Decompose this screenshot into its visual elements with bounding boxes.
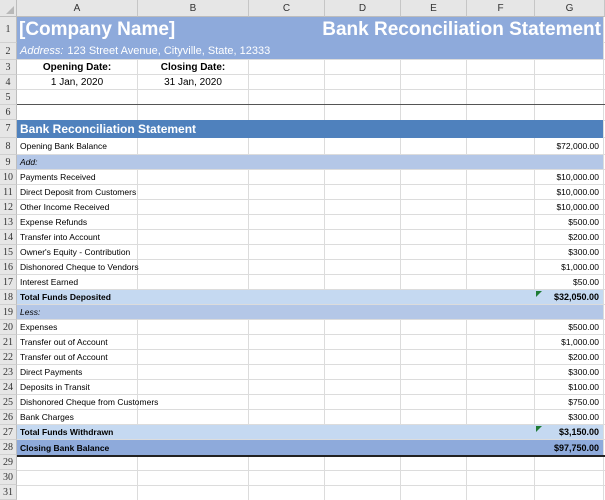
deduction-amount[interactable]: $100.00 <box>568 382 599 392</box>
total-deposited-label[interactable]: Total Funds Deposited <box>20 292 111 302</box>
cell-grid[interactable] <box>17 17 605 500</box>
row-header-13[interactable]: 13 <box>0 215 17 230</box>
opening-balance-amount[interactable]: $72,000.00 <box>556 141 599 151</box>
deduction-label[interactable]: Deposits in Transit <box>20 382 90 392</box>
row-header-17[interactable]: 17 <box>0 275 17 290</box>
addition-amount[interactable]: $10,000.00 <box>556 172 599 182</box>
row-header-24[interactable]: 24 <box>0 380 17 395</box>
column-header-c[interactable]: C <box>249 0 325 17</box>
addition-amount[interactable]: $50.00 <box>573 277 599 287</box>
select-all-corner[interactable] <box>0 0 17 17</box>
gridline <box>17 485 605 486</box>
select-all-triangle-icon <box>6 6 14 14</box>
closing-date-label[interactable]: Closing Date: <box>160 62 226 73</box>
addition-amount[interactable]: $1,000.00 <box>561 262 599 272</box>
row-header-22[interactable]: 22 <box>0 350 17 365</box>
gridline <box>17 104 605 105</box>
row-header-31[interactable]: 31 <box>0 485 17 500</box>
total-withdrawn-label[interactable]: Total Funds Withdrawn <box>20 427 114 437</box>
deduction-label[interactable]: Bank Charges <box>20 412 74 422</box>
total-deposited-amount[interactable]: $32,050.00 <box>553 292 599 302</box>
column-header-g[interactable]: G <box>535 0 605 17</box>
gridline <box>17 455 605 457</box>
row-header-10[interactable]: 10 <box>0 170 17 185</box>
row-header-29[interactable]: 29 <box>0 455 17 470</box>
deduction-label[interactable]: Dishonored Cheque from Customers <box>20 397 159 407</box>
row-header-23[interactable]: 23 <box>0 365 17 380</box>
less-label[interactable]: Less: <box>20 307 41 317</box>
deduction-amount[interactable]: $1,000.00 <box>561 337 599 347</box>
addition-label[interactable]: Expense Refunds <box>20 217 88 227</box>
row-header-11[interactable]: 11 <box>0 185 17 200</box>
addition-label[interactable]: Owner's Equity - Contribution <box>20 247 131 257</box>
opening-date-value[interactable]: 1 Jan, 2020 <box>50 77 104 88</box>
deduction-amount[interactable]: $750.00 <box>568 397 599 407</box>
addition-amount[interactable]: $500.00 <box>568 217 599 227</box>
deduction-amount[interactable]: $500.00 <box>568 322 599 332</box>
statement-title[interactable]: Bank Reconciliation Statement <box>322 19 601 40</box>
row-header-12[interactable]: 12 <box>0 200 17 215</box>
row-header-1[interactable]: 1 <box>0 17 17 43</box>
closing-balance-label[interactable]: Closing Bank Balance <box>20 442 110 453</box>
row-header-19[interactable]: 19 <box>0 305 17 320</box>
section-title[interactable]: Bank Reconciliation Statement <box>20 122 197 136</box>
row-header-25[interactable]: 25 <box>0 395 17 410</box>
row-header-28[interactable]: 28 <box>0 440 17 455</box>
deduction-amount[interactable]: $300.00 <box>568 367 599 377</box>
row-header-26[interactable]: 26 <box>0 410 17 425</box>
column-header-b[interactable]: B <box>138 0 249 17</box>
column-header-e[interactable]: E <box>401 0 467 17</box>
deduction-label[interactable]: Transfer out of Account <box>20 337 108 347</box>
addition-label[interactable]: Direct Deposit from Customers <box>20 187 137 197</box>
row-header-30[interactable]: 30 <box>0 470 17 485</box>
row-header-3[interactable]: 3 <box>0 60 17 75</box>
deduction-amount[interactable]: $300.00 <box>568 412 599 422</box>
row-header-15[interactable]: 15 <box>0 245 17 260</box>
row-header-7[interactable]: 7 <box>0 120 17 138</box>
row-header-21[interactable]: 21 <box>0 335 17 350</box>
row-header-16[interactable]: 16 <box>0 260 17 275</box>
row-header-18[interactable]: 18 <box>0 290 17 305</box>
address-label: Address: <box>20 45 64 57</box>
gridline <box>17 470 605 471</box>
addition-amount[interactable]: $10,000.00 <box>556 202 599 212</box>
row-header-4[interactable]: 4 <box>0 75 17 90</box>
total-withdrawn-amount[interactable]: $3,150.00 <box>558 427 599 437</box>
address-text: 123 Street Avenue, Cityville, State, 12333 <box>67 45 271 57</box>
add-label[interactable]: Add: <box>20 157 38 167</box>
deduction-amount[interactable]: $200.00 <box>568 352 599 362</box>
deduction-label[interactable]: Transfer out of Account <box>20 352 108 362</box>
addition-label[interactable]: Other Income Received <box>20 202 110 212</box>
addition-amount[interactable]: $300.00 <box>568 247 599 257</box>
addition-label[interactable]: Interest Earned <box>20 277 79 287</box>
address-cell[interactable] <box>17 43 417 59</box>
row-header-27[interactable]: 27 <box>0 425 17 440</box>
row-header-9[interactable]: 9 <box>0 155 17 170</box>
addition-label[interactable]: Transfer into Account <box>20 232 101 242</box>
closing-balance-amount[interactable]: $97,750.00 <box>553 442 599 453</box>
addition-amount[interactable]: $200.00 <box>568 232 599 242</box>
opening-balance-label[interactable]: Opening Bank Balance <box>20 141 107 151</box>
addition-label[interactable]: Payments Received <box>20 172 96 182</box>
addition-amount[interactable]: $10,000.00 <box>556 187 599 197</box>
deduction-label[interactable]: Direct Payments <box>20 367 83 377</box>
row-header-5[interactable]: 5 <box>0 90 17 105</box>
column-header-a[interactable]: A <box>17 0 138 17</box>
addition-label[interactable]: Dishonored Cheque to Vendors <box>20 262 139 272</box>
deduction-label[interactable]: Expenses <box>20 322 58 332</box>
company-name[interactable]: [Company Name] <box>19 19 176 40</box>
column-header-d[interactable]: D <box>325 0 401 17</box>
row-header-20[interactable]: 20 <box>0 320 17 335</box>
row-header-14[interactable]: 14 <box>0 230 17 245</box>
column-header-f[interactable]: F <box>467 0 535 17</box>
closing-date-value[interactable]: 31 Jan, 2020 <box>164 77 222 88</box>
row-header-2[interactable]: 2 <box>0 43 17 60</box>
row-header-8[interactable]: 8 <box>0 138 17 155</box>
row-header-6[interactable]: 6 <box>0 105 17 120</box>
opening-date-label[interactable]: Opening Date: <box>42 62 112 73</box>
